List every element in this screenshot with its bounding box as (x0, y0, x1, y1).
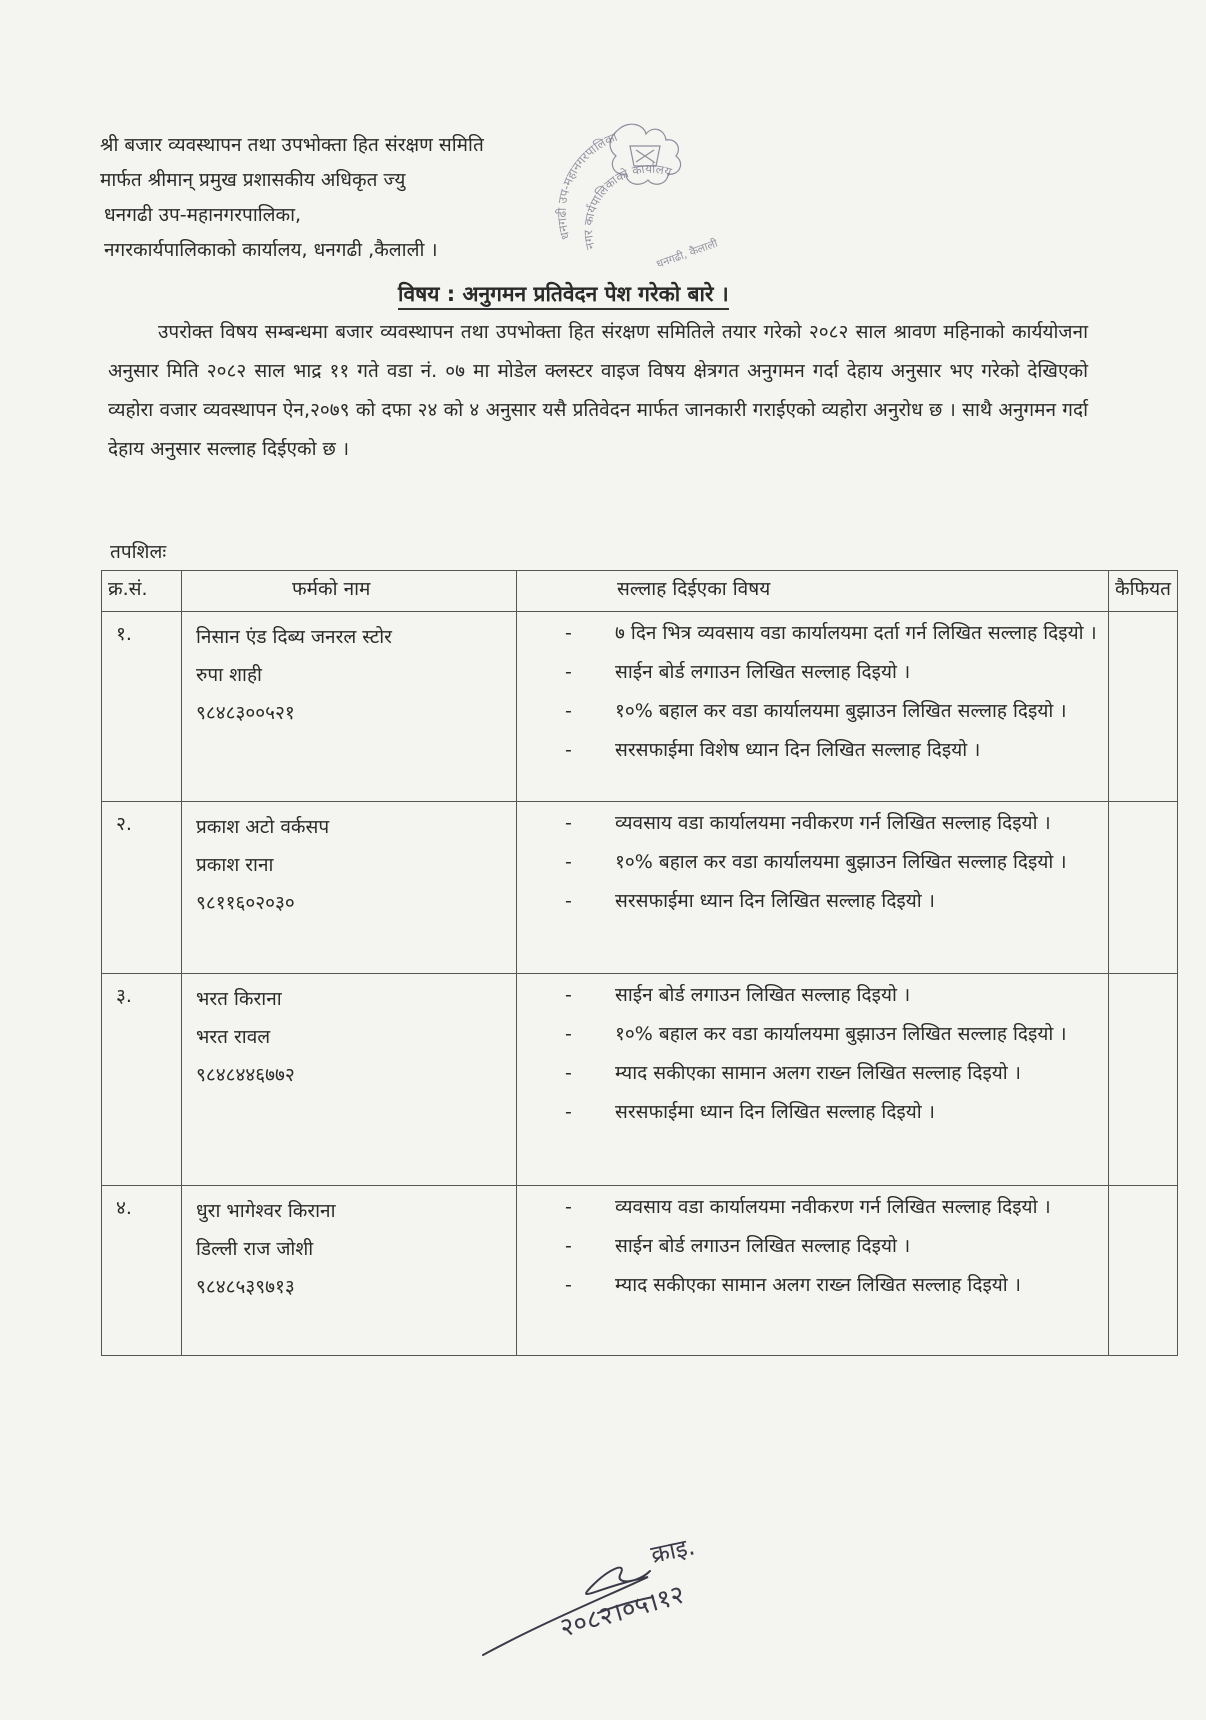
firm-name: भरत किराना (196, 988, 282, 1010)
firm-name: प्रकाश अटो वर्कसप (196, 816, 330, 838)
advice-item: - साईन बोर्ड लगाउन लिखित सल्लाह दिइयो । (565, 1227, 1104, 1266)
row-remarks-cell (1109, 612, 1178, 802)
official-seal-stamp (540, 118, 745, 283)
advice-item: - साईन बोर्ड लगाउन लिखित सल्लाह दिइयो । (565, 653, 1104, 692)
details-label: तपशिलः (110, 541, 167, 563)
row-firm-cell (182, 1186, 517, 1356)
table-row (102, 1186, 1178, 1356)
advice-item: - व्यवसाय वडा कार्यालयमा नवीकरण गर्न लिखित सल्लाह दिइयो । (565, 1188, 1104, 1227)
seal-text-inner: नगर कार्यपालिकाको कार्यालय (581, 161, 674, 251)
header-serial: क्र.सं. (102, 571, 182, 612)
row-advice-cell (517, 802, 1109, 974)
row-remarks-cell (1109, 974, 1178, 1186)
row-serial-number: १. (102, 612, 182, 802)
phone-number: ९८४८४४६७७२ (196, 1064, 295, 1086)
table-header-row (102, 571, 1178, 612)
advice-list (565, 614, 1104, 770)
addressee-line: श्री बजार व्यवस्थापन तथा उपभोक्ता हित संरक्षण समिति (100, 134, 484, 156)
signature (478, 1505, 778, 1675)
seal-text-place: धनगढी, कैलाली (654, 236, 720, 271)
row-serial-number: २. (102, 802, 182, 974)
signature-date: २०८२।०५।१२ (556, 1579, 688, 1644)
advice-item: - म्याद सकीएका सामान अलग राख्न लिखित सल्लाह दिइयो । (565, 1266, 1104, 1305)
advice-list (565, 976, 1104, 1132)
advice-item: - १०% बहाल कर वडा कार्यालयमा बुझाउन लिखित सल्लाह दिइयो । (565, 843, 1104, 882)
row-firm-cell (182, 612, 517, 802)
row-remarks-cell (1109, 1186, 1178, 1356)
table-row (102, 802, 1178, 974)
owner-name: रुपा शाही (196, 664, 262, 686)
subject-heading (398, 280, 729, 308)
seal-text-outer: धनगढी उप-महानगरपालिका (554, 129, 620, 242)
body-paragraph: उपरोक्त विषय सम्बन्धमा बजार व्यवस्थापन तथा उपभोक्ता हित संरक्षण समितिले तयार गरेको २०८२ साल श्रावण महिनाको कार्ययोजना अनुसार मिति २०८२ साल भाद्र ११ गते वडा नं. ०७ मा मोडेल क्लस्टर वाइज विषय क्षेत्रगत अनुगमन गर्दा देहाय अनुसार भए गरेको देखिएको व्यहोरा वजार व्यवस्थापन ऐन,२०७९ को दफा २४ को ४ अनुसार यसै प्रतिवेदन मार्फत जानकारी गराईएको व्यहोरा अनुरोध छ । साथै अनुगमन गर्दा देहाय अनुसार सल्लाह दिईएको छ । (108, 321, 1088, 460)
advice-item: - सरसफाईमा ध्यान दिन लिखित सल्लाह दिइयो । (565, 882, 1104, 921)
advice-item: - सरसफाईमा ध्यान दिन लिखित सल्लाह दिइयो । (565, 1093, 1104, 1132)
advice-item: - व्यवसाय वडा कार्यालयमा नवीकरण गर्न लिखित सल्लाह दिइयो । (565, 804, 1104, 843)
subject-text: विषय : अनुगमन प्रतिवेदन पेश गरेको बारे । (398, 282, 729, 310)
advice-item: - १०% बहाल कर वडा कार्यालयमा बुझाउन लिखित सल्लाह दिइयो । (565, 692, 1104, 731)
addressee-block (100, 128, 484, 268)
advice-item: - १०% बहाल कर वडा कार्यालयमा बुझाउन लिखित सल्लाह दिइयो । (565, 1015, 1104, 1054)
header-remarks: कैफियत (1109, 571, 1178, 612)
row-remarks-cell (1109, 802, 1178, 974)
svg-text:नगर कार्यपालिकाको कार्यालय (581, 162, 674, 251)
header-advice: सल्लाह दिईएका विषय (517, 571, 1109, 612)
row-serial-number: ४. (102, 1186, 182, 1356)
phone-number: ९८४८३००५२१ (196, 702, 295, 724)
owner-name: भरत रावल (196, 1026, 271, 1048)
phone-number: ९८४८५३९७१३ (196, 1276, 295, 1298)
addressee-line: धनगढी उप-महानगरपालिका, (104, 204, 302, 226)
row-advice-cell (517, 974, 1109, 1186)
advice-list (565, 1188, 1104, 1305)
advice-item: - सरसफाईमा विशेष ध्यान दिन लिखित सल्लाह दिइयो । (565, 731, 1104, 770)
advice-item: - म्याद सकीएका सामान अलग राख्न लिखित सल्लाह दिइयो । (565, 1054, 1104, 1093)
row-serial-number: ३. (102, 974, 182, 1186)
owner-name: डिल्ली राज जोशी (196, 1238, 314, 1260)
header-firm-name: फर्मको नाम (182, 571, 517, 612)
row-firm-cell (182, 802, 517, 974)
phone-number: ९८११६०२०३० (196, 892, 295, 914)
row-advice-cell (517, 612, 1109, 802)
addressee-line: मार्फत श्रीमान् प्रमुख प्रशासकीय अधिकृत ज्यु (100, 169, 406, 191)
table-row (102, 612, 1178, 802)
firm-name: निसान एंड दिब्य जनरल स्टोर (196, 626, 392, 648)
owner-name: प्रकाश राना (196, 854, 274, 876)
monitoring-table (101, 570, 1178, 1356)
table-row (102, 974, 1178, 1186)
advice-item: - साईन बोर्ड लगाउन लिखित सल्लाह दिइयो । (565, 976, 1104, 1015)
row-advice-cell (517, 1186, 1109, 1356)
addressee-line: नगरकार्यपालिकाको कार्यालय, धनगढी ,कैलाली । (104, 239, 438, 261)
advice-item: - ७ दिन भित्र व्यवसाय वडा कार्यालयमा दर्ता गर्न लिखित सल्लाह दिइयो । (565, 614, 1104, 653)
firm-name: धुरा भागेश्वर किराना (196, 1200, 336, 1222)
advice-list (565, 804, 1104, 921)
row-firm-cell (182, 974, 517, 1186)
signature-mark: क्राइ. (648, 1532, 698, 1569)
